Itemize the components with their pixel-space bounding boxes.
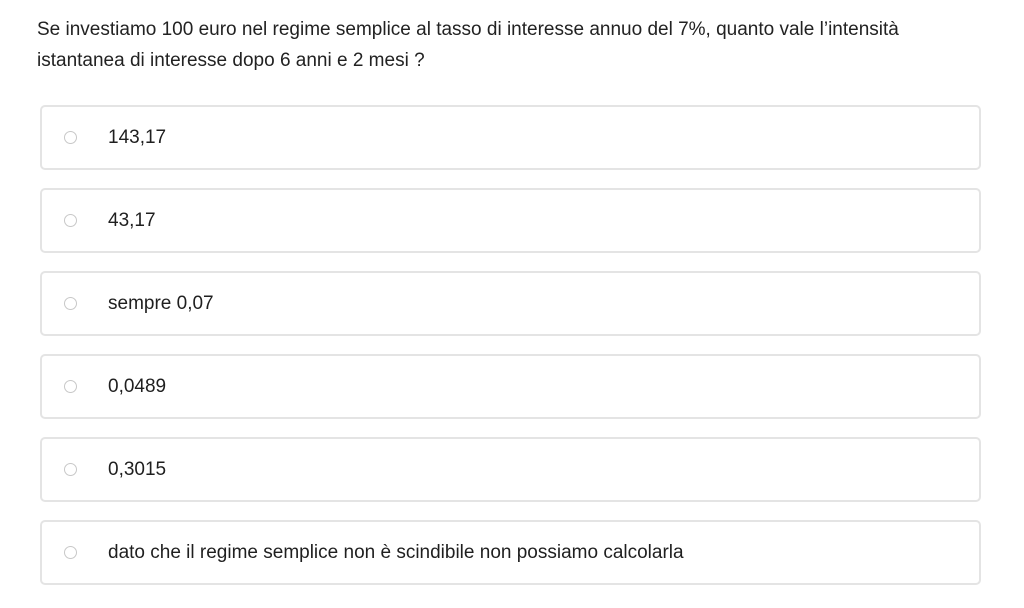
answer-option-5[interactable] xyxy=(40,437,981,502)
answer-option-6[interactable] xyxy=(40,520,981,585)
answer-option-label: 0,0489 xyxy=(108,375,167,397)
radio-button[interactable] xyxy=(64,463,77,476)
answer-option-label: dato che il regime semplice non è scindibile non possiamo calcolarla xyxy=(108,541,684,563)
answer-option-4[interactable] xyxy=(40,354,981,419)
radio-button[interactable] xyxy=(64,214,77,227)
answer-option-label: 143,17 xyxy=(108,126,167,148)
answer-option-1[interactable] xyxy=(40,105,981,170)
radio-button[interactable] xyxy=(64,131,77,144)
answer-option-label: 0,3015 xyxy=(108,458,167,480)
answer-options xyxy=(40,105,981,603)
radio-button[interactable] xyxy=(64,380,77,393)
answer-option-label: sempre 0,07 xyxy=(108,292,214,314)
answer-option-2[interactable] xyxy=(40,188,981,253)
answer-option-3[interactable] xyxy=(40,271,981,336)
radio-button[interactable] xyxy=(64,546,77,559)
answer-option-label: 43,17 xyxy=(108,209,156,231)
question-text: Se investiamo 100 euro nel regime semplice al tasso di interesse annuo del 7%, quanto vale l’intensità istantanea di interesse dopo 6 anni e 2 mesi ? xyxy=(37,19,899,71)
radio-button[interactable] xyxy=(64,297,77,310)
